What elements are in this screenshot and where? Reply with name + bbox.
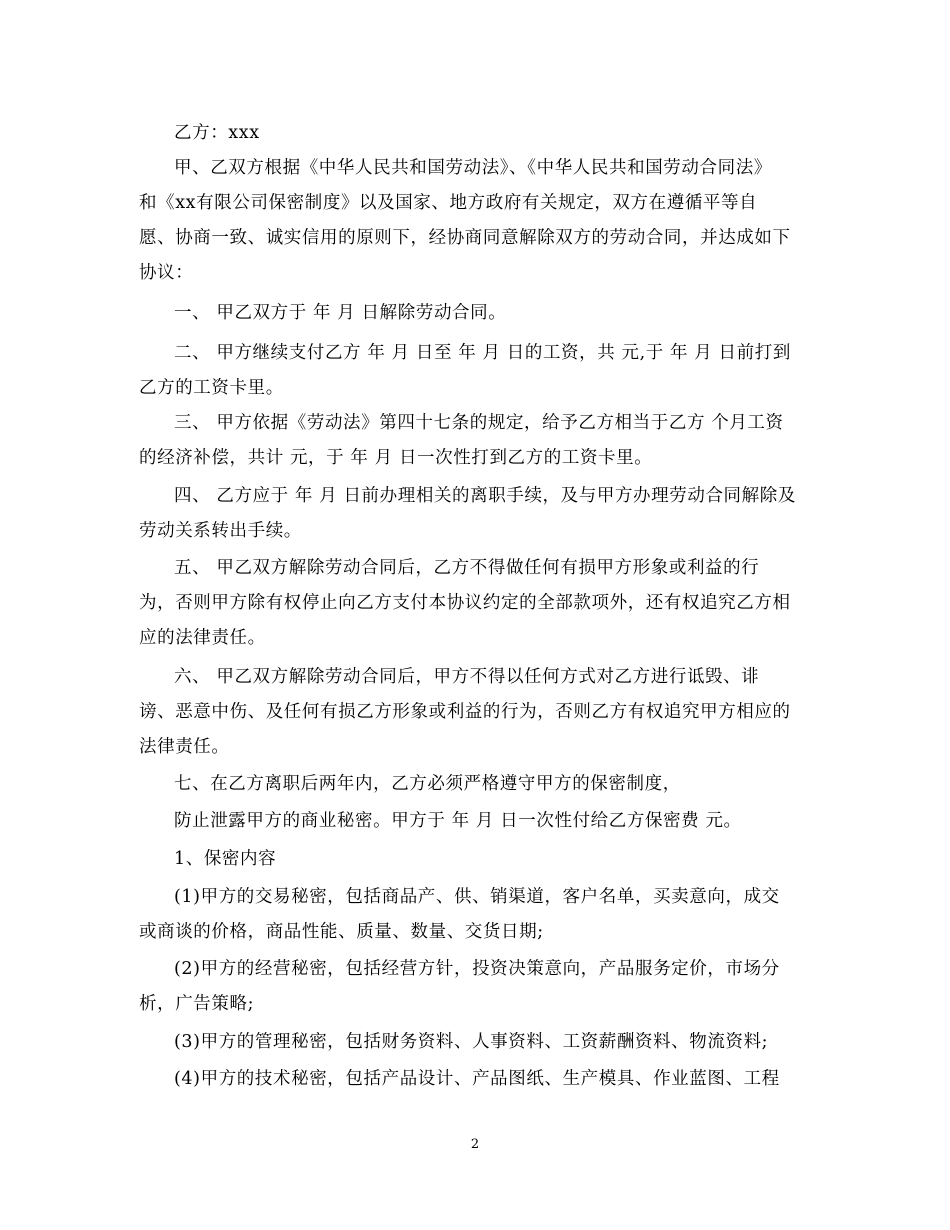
paragraph-line: 和《xx有限公司保密制度》以及国家、地方政府有关规定，双方在遵循平等自	[139, 193, 758, 213]
paragraph-line: 防止泄露甲方的商业秘密。甲方于 年 月 日一次性付给乙方保密费 元。	[174, 811, 742, 831]
clause-6-line: 六、 甲乙双方解除劳动合同后，甲方不得以任何方式对乙方进行诋毁、诽	[174, 667, 760, 687]
paragraph-line: 谤、恶意中伤、及任何有损乙方形象或利益的行为，否则乙方有权追究甲方相应的	[139, 702, 791, 722]
clause-1-line: 一、 甲乙双方于 年 月 日解除劳动合同。	[174, 303, 507, 323]
clause-5-line: 五、 甲乙双方解除劳动合同后，乙方不得做任何有损甲方形象或利益的行	[174, 558, 760, 578]
clause-7-line: 七、在乙方离职后两年内，乙方必须严格遵守甲方的保密制度，	[174, 774, 681, 794]
paragraph-line: 或商谈的价格，商品性能、质量、数量、交货日期;	[139, 922, 544, 942]
item-4-line: (4)甲方的技术秘密，包括产品设计、产品图纸、生产模具、作业蓝图、工程	[174, 1069, 780, 1089]
paragraph-line: 法律责任。	[139, 737, 230, 757]
clause-4-line: 四、 乙方应于 年 月 日前办理相关的离职手续，及与甲方办理劳动合同解除及	[174, 486, 796, 506]
paragraph-line: 为，否则甲方除有权停止向乙方支付本协议约定的全部款项外，还有权追究乙方相	[139, 593, 791, 613]
party-b-line: 乙方：xxx	[174, 123, 260, 143]
clause-3-line: 三、 甲方依据《劳动法》第四十七条的规定，给予乙方相当于乙方 个月工资	[174, 413, 784, 433]
paragraph-line: 协议：	[139, 263, 194, 283]
paragraph-line: 劳动关系转出手续。	[139, 521, 302, 541]
paragraph-line: 的经济补偿，共计 元，于 年 月 日一次性打到乙方的工资卡里。	[139, 448, 653, 468]
paragraph-line: 乙方的工资卡里。	[139, 378, 284, 398]
clause-2-line: 二、 甲方继续支付乙方 年 月 日至 年 月 日的工资，共 元,于 年 月 日前打到	[174, 343, 791, 363]
page-number: 2	[470, 1137, 480, 1152]
paragraph-line: 愿、协商一致、诚实信用的原则下，经协商同意解除双方的劳动合同，并达成如下	[139, 228, 791, 248]
item-2-line: (2)甲方的经营秘密，包括经营方针，投资决策意向，产品服务定价，市场分	[174, 959, 780, 979]
item-3-line: (3)甲方的管理秘密，包括财务资料、人事资料、工资薪酬资料、物流资料;	[174, 1032, 769, 1052]
section-heading: 1、保密内容	[174, 849, 277, 869]
paragraph-line: 应的法律责任。	[139, 628, 266, 648]
paragraph-line: 甲、乙双方根据《中华人民共和国劳动法》、《中华人民共和国劳动合同法》	[174, 158, 772, 178]
item-1-line: (1)甲方的交易秘密，包括商品产、供、销渠道，客户名单，买卖意向，成交	[174, 887, 780, 907]
paragraph-line: 析，广告策略;	[139, 994, 255, 1014]
